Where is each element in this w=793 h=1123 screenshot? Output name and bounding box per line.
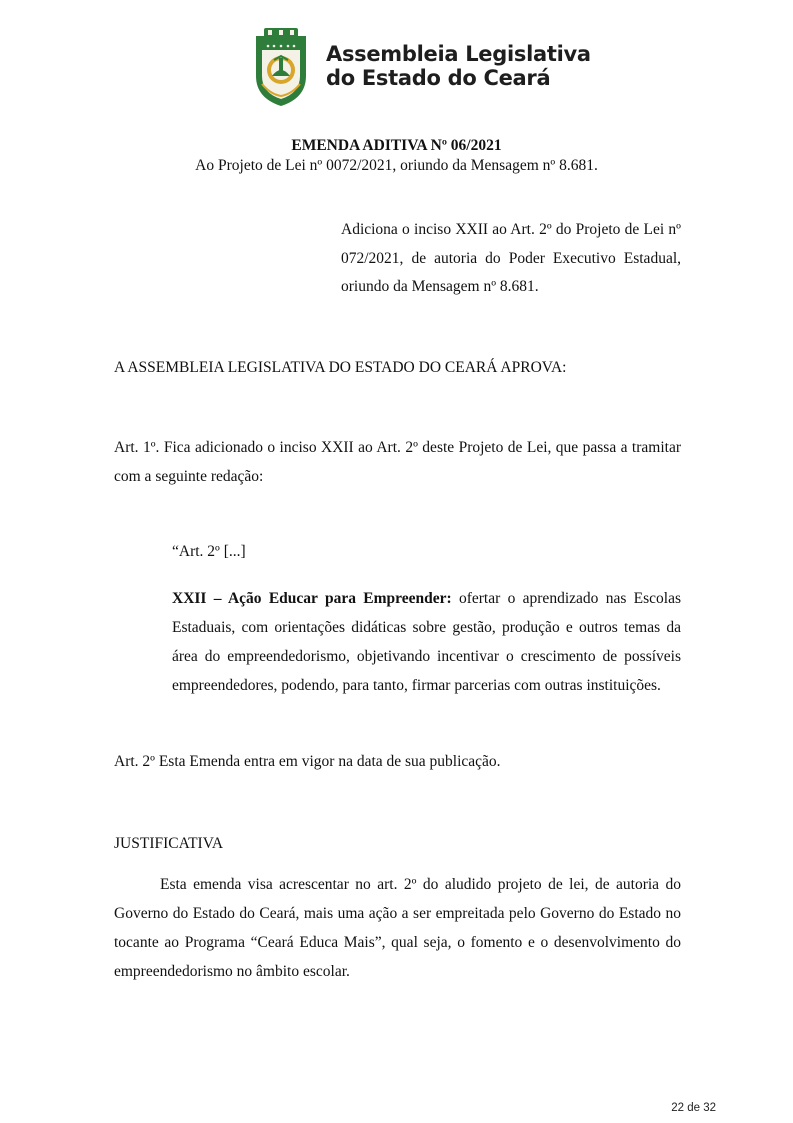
article-2: Art. 2º Esta Emenda entra em vigor na data de sua publicação. [114, 753, 501, 770]
inciso-xxii-text: ofertar o aprendizado nas Escolas Estaduais, com orientações didáticas sobre gestão, produção e outros temas da área do empreendedorismo, objetivando incentivar o crescimento de possíveis empreendedores, podendo, para tanto, firmar parcerias com outras instituições. [172, 590, 682, 694]
coat-of-arms-icon [250, 26, 312, 108]
document-subtitle: Ao Projeto de Lei nº 0072/2021, oriundo da Mensagem nº 8.681. [195, 157, 598, 174]
ementa: Adiciona o inciso XXII ao Art. 2º do Projeto de Lei nº 072/2021, de autoria do Poder Executivo Estadual, oriundo da Mensagem nº 8.681. [341, 221, 681, 295]
inciso-xxii [172, 584, 681, 700]
institution-name-line1: Assembleia Legislativa [326, 42, 591, 66]
document-title: EMENDA ADITIVA Nº 06/2021 [291, 137, 502, 154]
institution-name-line2: do Estado do Ceará [326, 66, 551, 90]
justification-heading: JUSTIFICATIVA [114, 835, 224, 852]
justification-text: Esta emenda visa acrescentar no art. 2º do aludido projeto de lei, de autoria do Governo do Estado do Ceará, mais uma ação a ser empreitada pelo Governo do Estado no tocante ao Programa “Ceará Educa Mais”, qual seja, o fomento e o desenvolvimento do empreendedorismo no âmbito escolar. [114, 876, 681, 980]
page-number: 22 de 32 [671, 1102, 716, 1114]
inciso-xxii-label: XXII – Ação Educar para Empreender: [172, 590, 452, 607]
article-1: Art. 1º. Fica adicionado o inciso XXII ao Art. 2º deste Projeto de Lei, que passa a tramitar com a seguinte redação: [114, 439, 681, 485]
institution-name [326, 42, 591, 90]
header-logo [250, 26, 591, 108]
quoted-article-heading: “Art. 2º [...] [172, 543, 246, 560]
enactment-clause: A ASSEMBLEIA LEGISLATIVA DO ESTADO DO CEARÁ APROVA: [114, 359, 567, 376]
